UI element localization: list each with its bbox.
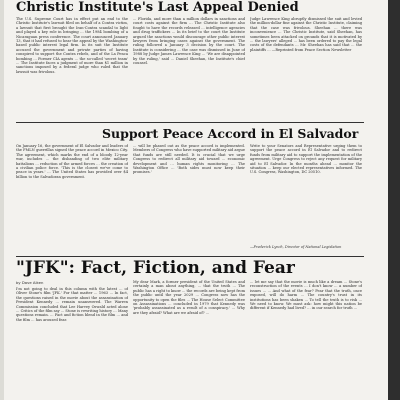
article2-col2: ... will be phased out as the peace accord is implemented. Members of Congress who have supported military aid argue that funds are still needed. It is crucial that we urge Congress to redirect all military aid toward ... economic development and ... human rights monitoring ... The Washington Office ... 'Both sides must now keep their promises.' [133, 144, 245, 175]
article2-credit: —Frederick Lynch, Director of National Legislation [250, 245, 342, 249]
article3-col1: I'm not going to deal in this column with the latest ... of Oliver Stone's film 'JFK.' For that matter ... 1963 ... In fact, the questions raised in the movie about the assassination of President Kennedy ... remain unanswered. The Warren Commission concluded that Lee Harvey Oswald acted alone ... Critics of the film say ... Stone is rewriting history ... Many questions remain. ... Fact and fiction blend in the film ... and the film ... has aroused fear. [16, 287, 128, 322]
article3-col3: ... let me say that the movie is much like a dream ... Stone's reconstruction of the events ... I don't know ... a number of issues ... ... And what of the fear? Fear that the truth, once exposed, will do harm ... The country's trust in its institutions has been shaken ... To tell the truth is to risk ... We need to know. We must ask: how might this nation be different if Kennedy had lived? ... in our search for truth ... [250, 280, 362, 311]
divider [16, 122, 364, 123]
article1-col3: Judge Lawrence King abruptly dismissed the suit and levied the million-dollar fine against the Christic Institute, claiming that the case was frivolous. Sheehan ... there was inconvenience ... The Christic Institute, said Sheehan, has sometimes been attacked on grounds that it is motivated by ... the lawyers' alleged ... has been ordered to pay the legal costs of the defendants ... Mr. Sheehan has said that ... the plaintiffs ... —Reprinted from Peace Section Newsletter [250, 17, 362, 52]
headline-el-salvador: Support Peace Accord in El Salvador [102, 126, 359, 141]
newsletter-page [4, 0, 389, 400]
headline-christic-appeal: Christic Institute's Last Appeal Denied [16, 0, 299, 15]
article1-col1: The U.S. Supreme Court has in effect put an end to the Christic Institute's lawsuit filed on behalf of a Contra victim, a lawsuit that first brought the Iran-Contra scandal to light and played a key role in bringing ... the 1984 bombing of a Nicaraguan press conference. The court announced January 13, that it had refused to hear the appeal by the Washington-based public interest legal firm. In its suit the Institute accused the government and private parties of having conspired to support the Contra rebels, and of the La Penca bombing ... Former CIA agents ... the so-called 'secret team' ... The Institute faces a judgment of more than $1 million in sanctions imposed by a federal judge who ruled that the lawsuit was frivolous. [16, 17, 128, 74]
article2-col3: Write to your Senators and Representative urging them to support the peace accord in El Salvador and to redirect funds from military aid to support the implementation of the agreement. Urge Congress to reject any request for military aid to El Salvador. In the months ahead ... monitor the situation ... keep our elected representatives informed. The U.S. Congress, Washington, DC 20510. [250, 144, 362, 175]
article3-col2: My dear Mark, a former president of the United States and certainly a man about anything, ... that the truth ... The public has a right to know ... the records are being kept from the public until the year 2029 ... Congress now has the opportunity to open the files ... The House Select Committee on Assassinations ... concluded in 1979 that Kennedy was 'probably assassinated as a result of a conspiracy.' ... Why are they afraid? What are we afraid of? ... [133, 280, 245, 315]
divider [16, 256, 364, 257]
article2-col1: On January 16, the government of El Salvador and leaders of the FMLN guerrillas signed the peace accord in Mexico City. The agreement, which marks the end of a bloody 12-year war, includes ... the disbanding of two elite military battalions ... reduction of the armed forces ... the creation of a civilian police force. 'This is the closest we've come to peace in years.' ... The United States has provided over $4 billion to the Salvadoran government. [16, 144, 128, 179]
article1-col2: ... Florida, and more than a million dollars in sanctions and court costs against the firm ... The Christic Institute also fought to have the records released ... intelligence agencies and drug traffickers ... In its brief to the court the Institute argued the sanctions would discourage other public interest lawyers from bringing cases against the government. The ruling followed a January 3 decision by the court. The Institute is considering ... the case was dismissed in June of 1988 by Judge James Lawrence King ... 'We are disappointed by the ruling,' said ... Daniel Sheehan, the Institute's chief counsel. [133, 17, 245, 66]
byline: by Dave Aiken [16, 280, 44, 285]
headline-jfk: "JFK": Fact, Fiction, and Fear [16, 258, 295, 278]
scan-edge [388, 0, 400, 400]
